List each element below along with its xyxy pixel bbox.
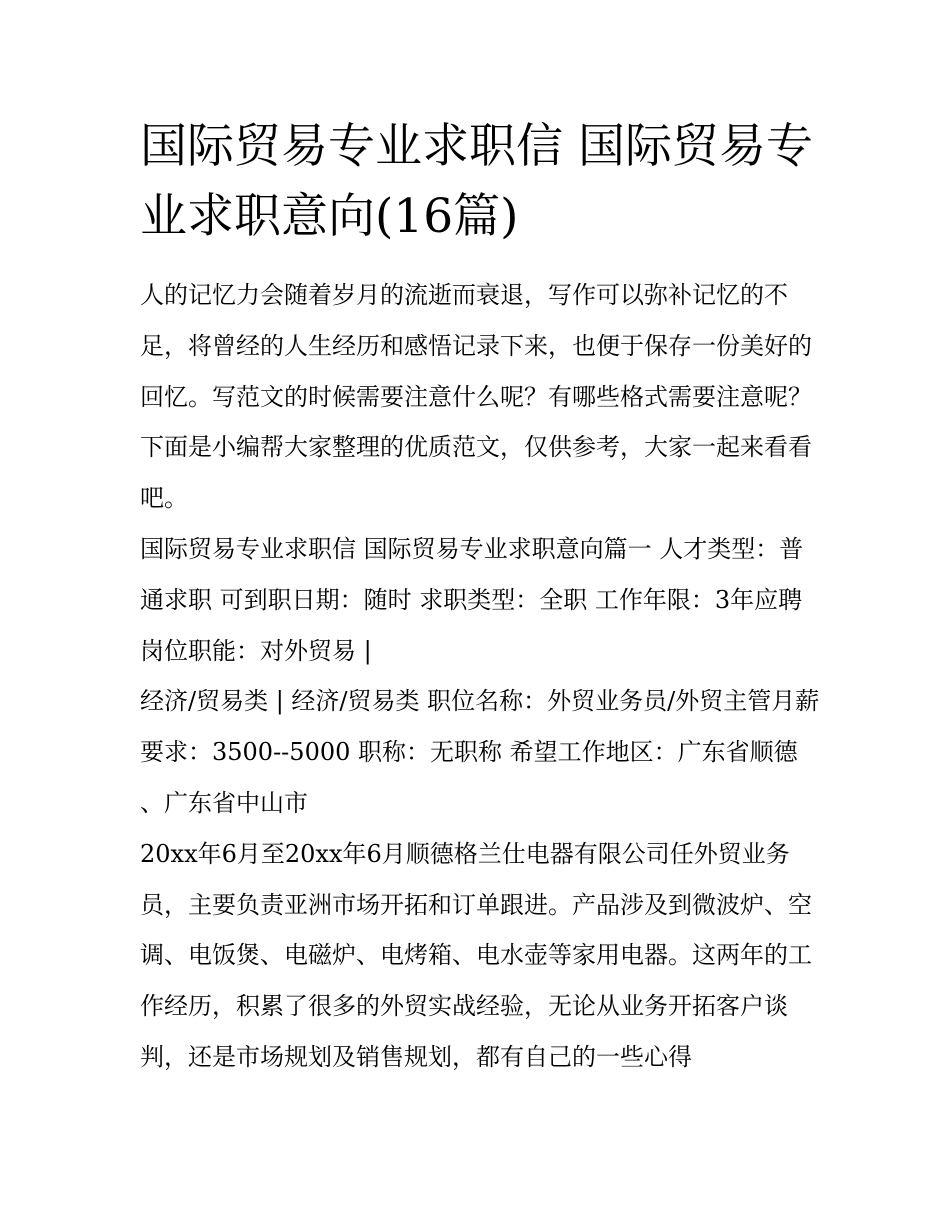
work-experience-paragraph: 20xx年6月至20xx年6月顺德格兰仕电器有限公司任外贸业务员，主要负责亚洲市场开拓和订单跟进。产品涉及到微波炉、空调、电饭煲、电磁炉、电烤箱、电水壶等家用电器。这两年的工作经历，积累了很多的外贸实战经验，无论从业务开拓客户谈判，还是市场规划及销售规划，都有自己的一些心得 [140,839,812,1071]
document-title: 国际贸易专业求职信 国际贸易专业求职意向(16篇) [140,119,813,244]
job-details-paragraph: 经济/贸易类 | 经济/贸易类 职位名称：外贸业务员/外贸主管月薪要求：3500--5000 职称：无职称 希望工作地区：广东省顺德 、广东省中山市 [140,687,820,817]
job-intent-paragraph: 国际贸易专业求职信 国际贸易专业求职意向篇一 人才类型：普通求职 可到职日期：随时 求职类型：全职 工作年限：3年应聘岗位职能：对外贸易 | [140,534,804,665]
intro-paragraph: 人的记忆力会随着岁月的流逝而衰退，写作可以弥补记忆的不足，将曾经的人生经历和感悟记录下来，也便于保存一份美好的回忆。写范文的时候需要注意什么呢？有哪些格式需要注意呢？下面是小编帮大家整理的优质范文，仅供参考，大家一起来看看吧。 [140,281,812,513]
document-content [140,112,820,1083]
